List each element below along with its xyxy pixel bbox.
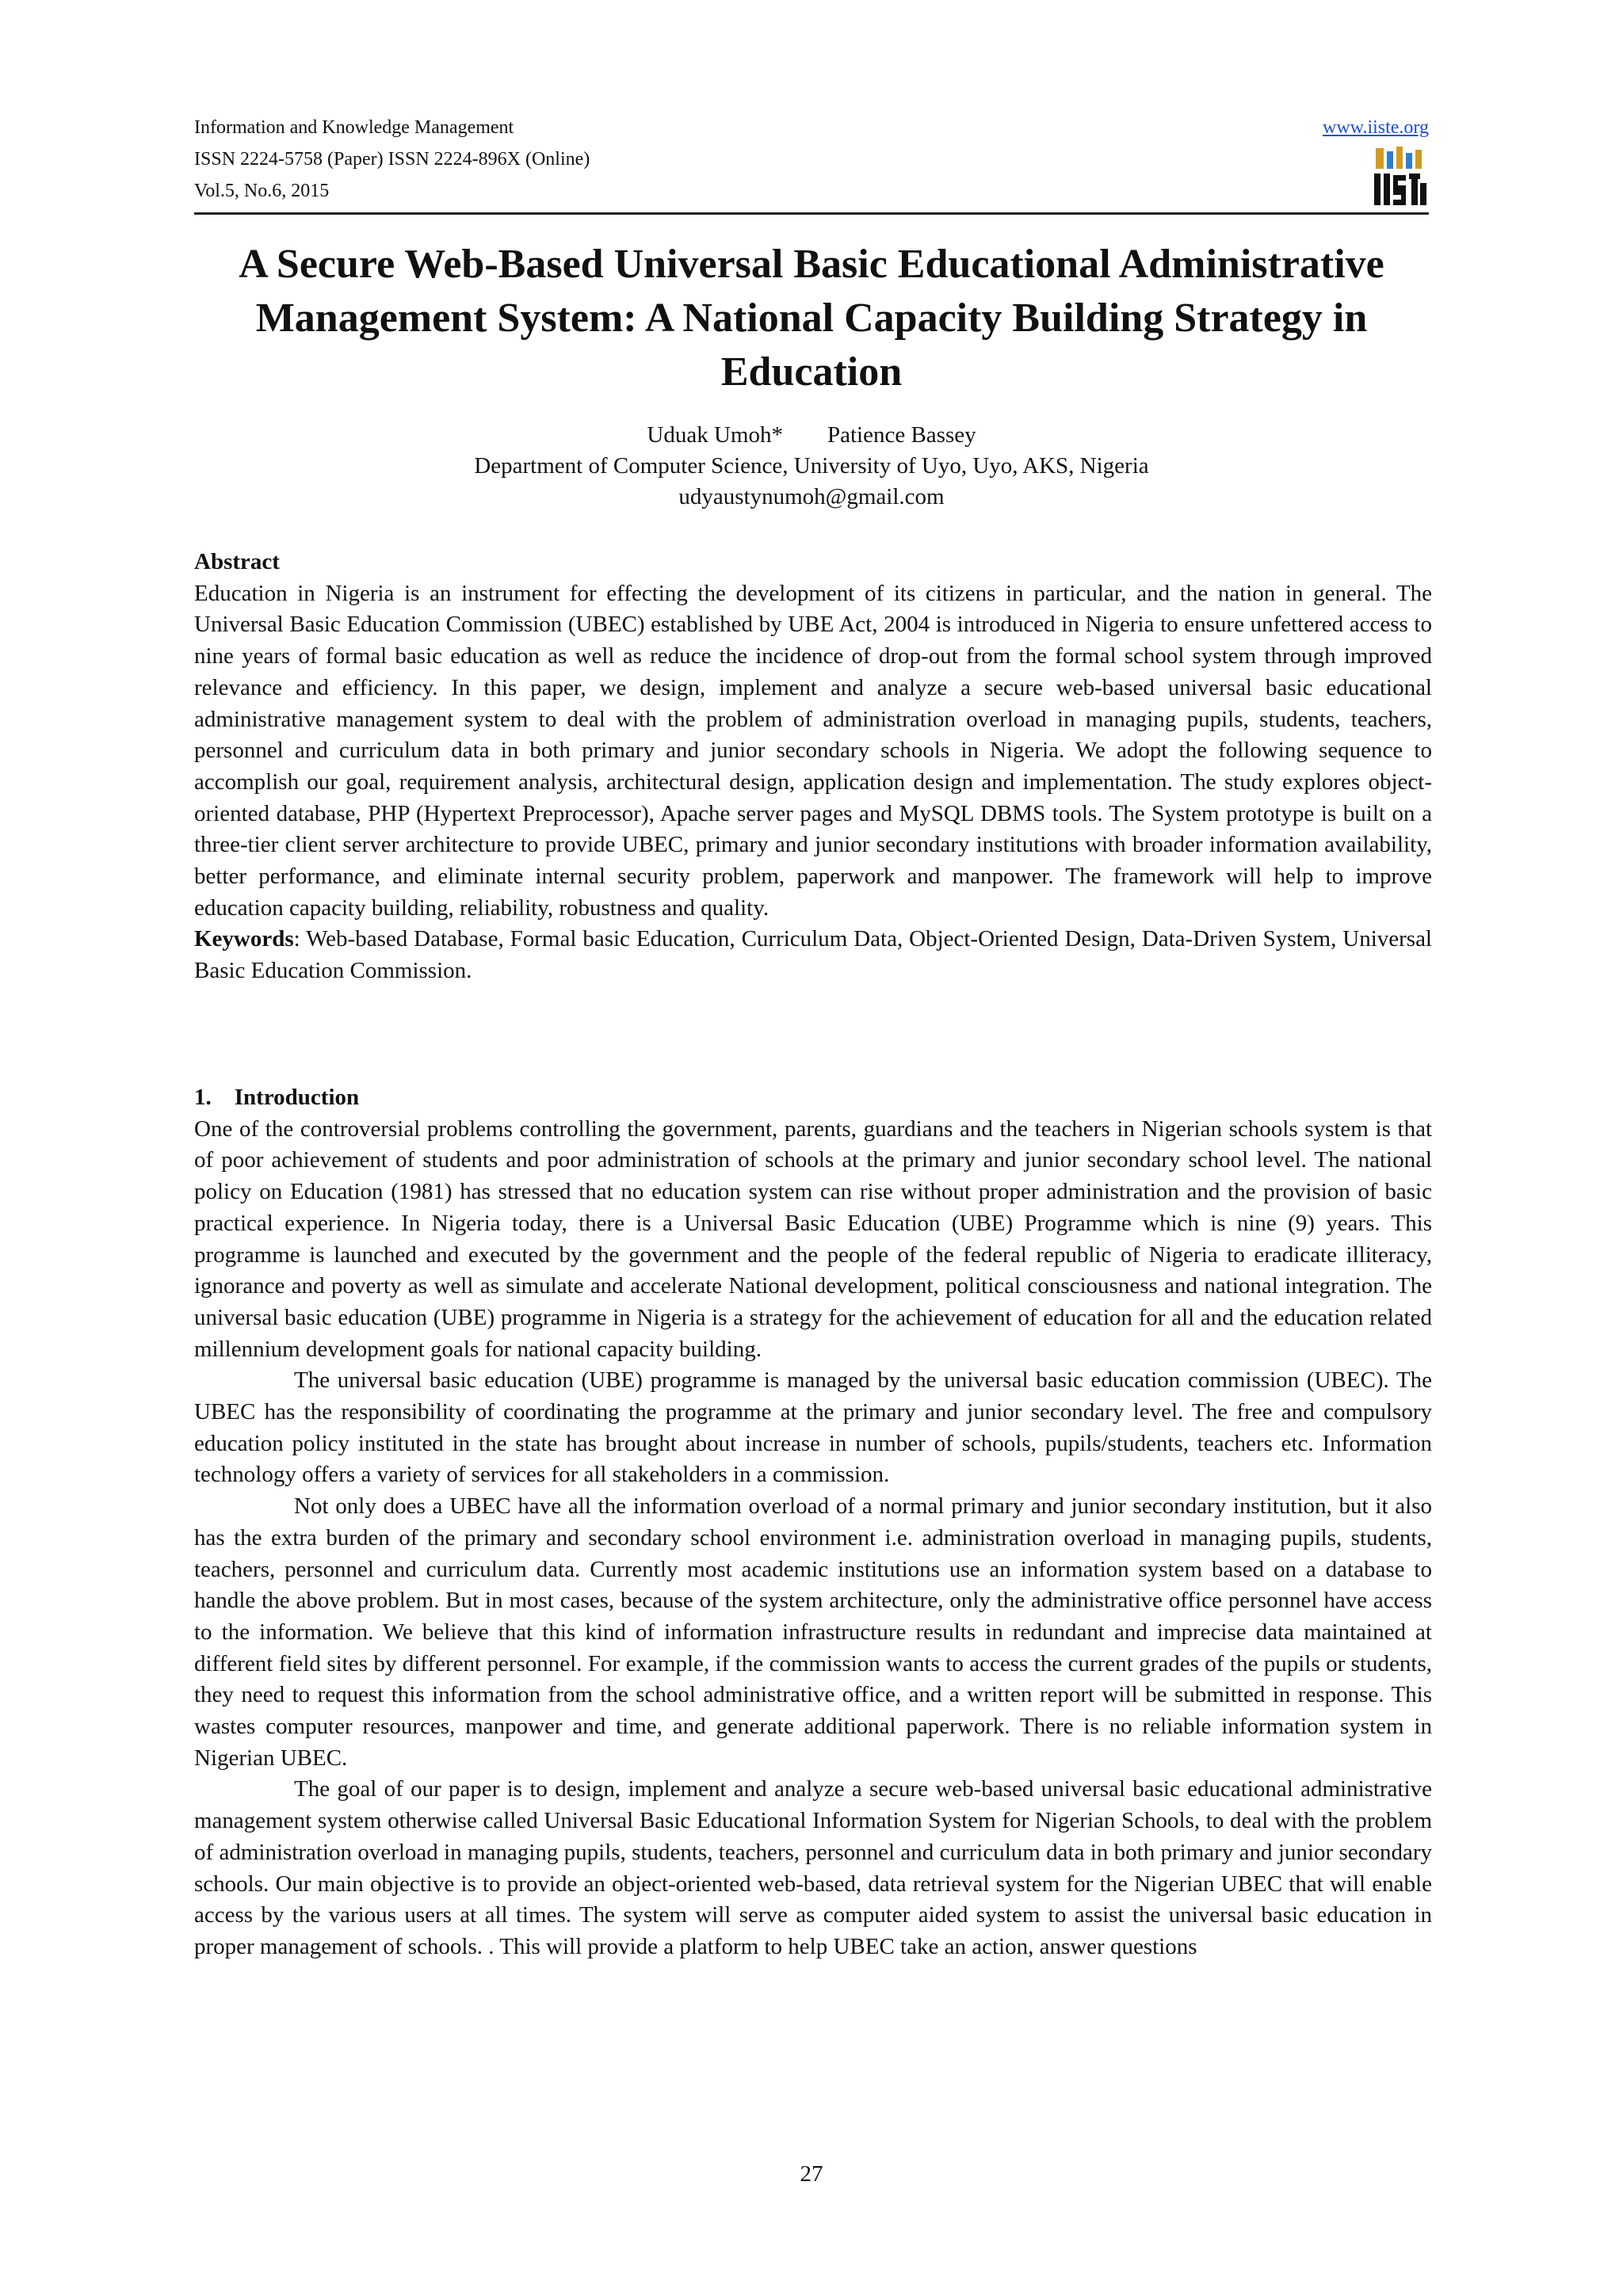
keywords-label: Keywords <box>194 926 294 952</box>
logo-bar <box>1387 151 1393 169</box>
affiliation: Department of Computer Science, University of Uyo, Uyo, AKS, Nigeria <box>474 453 1149 479</box>
title-line: A Secure Web-Based Universal Basic Educational Administrative <box>239 242 1384 287</box>
volume-line: Vol.5, No.6, 2015 <box>194 181 330 201</box>
keywords-list: : Web-based Database, Formal basic Education, Curriculum Data, Object-Oriented Design, Data-Driven System, Universal Basic Education Commission. <box>194 926 1432 984</box>
author-email: udyaustynumoh@gmail.com <box>678 484 945 509</box>
logo-letter <box>1420 183 1426 205</box>
paragraph: Not only does a UBEC have all the information overload of a normal primary and junior secondary institution, but it also has the extra burden of the primary and secondary school environment i.e. administration overload in managing pupils, students, teachers, personnel and curriculum data. Currently most academic institutions use an information system based on a database to handle the above problem. But in most cases, because of the system architecture, only the administrative office personnel have access to the information. We believe that this kind of information infrastructure results in redundant and imprecise data maintained at different field sites by different personnel. For example, if the commission wants to access the current grades of the pupils or students, they need to request this information from the school administrative office, and a written report will be submitted in response. This wastes computer resources, manpower and time, and generate additional paperwork. There is no reliable information system in Nigerian UBEC. <box>194 1493 1432 1771</box>
issn-line: ISSN 2224-5758 (Paper) ISSN 2224-896X (Online) <box>194 149 590 170</box>
paragraph: One of the controversial problems controlling the government, parents, guardians and the teachers in Nigerian schools system is that of poor achievement of students and poor administration of schools at the primary and junior secondary school level. The national policy on Education (1981) has stressed that no education system can rise without proper administration and the provision of basic practical experience. In Nigeria today, there is a Universal Basic Education (UBE) Programme which is nine (9) years. This programme is launched and executed by the government and the people of the federal republic of Nigeria to eradicate illiteracy, ignorance and poverty as well as simulate and accelerate National development, political consciousness and national integration. The universal basic education (UBE) programme in Nigeria is a strategy for the achievement of education for all and the education related millennium development goals for national capacity building. <box>194 1116 1432 1362</box>
introduction-section <box>194 1082 1432 1963</box>
logo-bar <box>1406 153 1412 169</box>
title-line: Management System: A National Capacity Building Strategy in <box>255 296 1368 341</box>
header-rule <box>194 212 1429 215</box>
logo-letter <box>1393 175 1406 205</box>
logo-bar <box>1396 147 1403 169</box>
keywords <box>194 924 1432 986</box>
logo-letter <box>1374 174 1381 205</box>
page-number: 27 <box>800 2161 823 2187</box>
logo-letter <box>1411 174 1418 205</box>
paragraph: The universal basic education (UBE) programme is managed by the universal basic education commission (UBEC). The UBEC has the responsibility of coordinating the programme at the primary and junior secondary level. The free and compulsory education policy instituted in the state has brought about increase in number of schools, pupils/students, teachers etc. Information technology offers a variety of services for all stakeholders in a commission. <box>194 1367 1432 1488</box>
abstract-text: Education in Nigeria is an instrument for effecting the development of its citizens in particular, and the nation in general. The Universal Basic Education Commission (UBEC) established by UBE Act, 2004 is introduced in Nigeria to ensure unfettered access to nine years of formal basic education as well as reduce the incidence of drop-out from the formal school system through improved relevance and efficiency. In this paper, we design, implement and analyze a secure web-based universal basic educational administrative management system to deal with the problem of administration overload in managing pupils, students, teachers, personnel and curriculum data in both primary and junior secondary schools in Nigeria. We adopt the following sequence to accomplish our goal, requirement analysis, architectural design, application design and implementation. The study explores object-oriented database, PHP (Hypertext Preprocessor), Apache server pages and MySQL DBMS tools. The System prototype is built on a three-tier client server architecture to provide UBEC, primary and junior secondary institutions with broader information availability, better performance, and eliminate internal security problem, paperwork and manpower. The framework will help to improve education capacity building, reliability, robustness and quality. <box>194 580 1432 921</box>
journal-name: Information and Knowledge Management <box>194 117 514 138</box>
journal-website-link[interactable]: www.iiste.org <box>1323 117 1429 138</box>
section-heading: Abstract <box>194 549 280 574</box>
section-heading: 1. Introduction <box>194 1085 360 1110</box>
logo-bar <box>1415 150 1422 169</box>
author-names <box>194 420 1429 451</box>
logo-letter <box>1384 174 1390 205</box>
logo-bar <box>1376 148 1384 169</box>
abstract-section <box>194 547 1432 987</box>
title-line: Education <box>720 349 903 395</box>
paragraph: The goal of our paper is to design, implement and analyze a secure web-based universal basic educational administrative management system otherwise called Universal Basic Educational Information System for Nigerian Schools, to deal with the problem of administration overload in managing pupils, students, teachers, personnel and curriculum data in both primary and junior secondary schools. Our main objective is to provide an object-oriented web-based, data retrieval system for the Nigerian UBEC that will enable access by the various users at all times. The system will serve as computer aided system to assist the universal basic education in proper management of schools. . This will provide a platform to help UBEC take an action, answer questions <box>194 1776 1432 1959</box>
author-name: Patience Bassey <box>827 422 976 448</box>
iiste-logo <box>1371 145 1428 208</box>
author-name: Uduak Umoh* <box>647 422 783 448</box>
author-block <box>194 420 1429 513</box>
paper-title <box>158 238 1465 399</box>
